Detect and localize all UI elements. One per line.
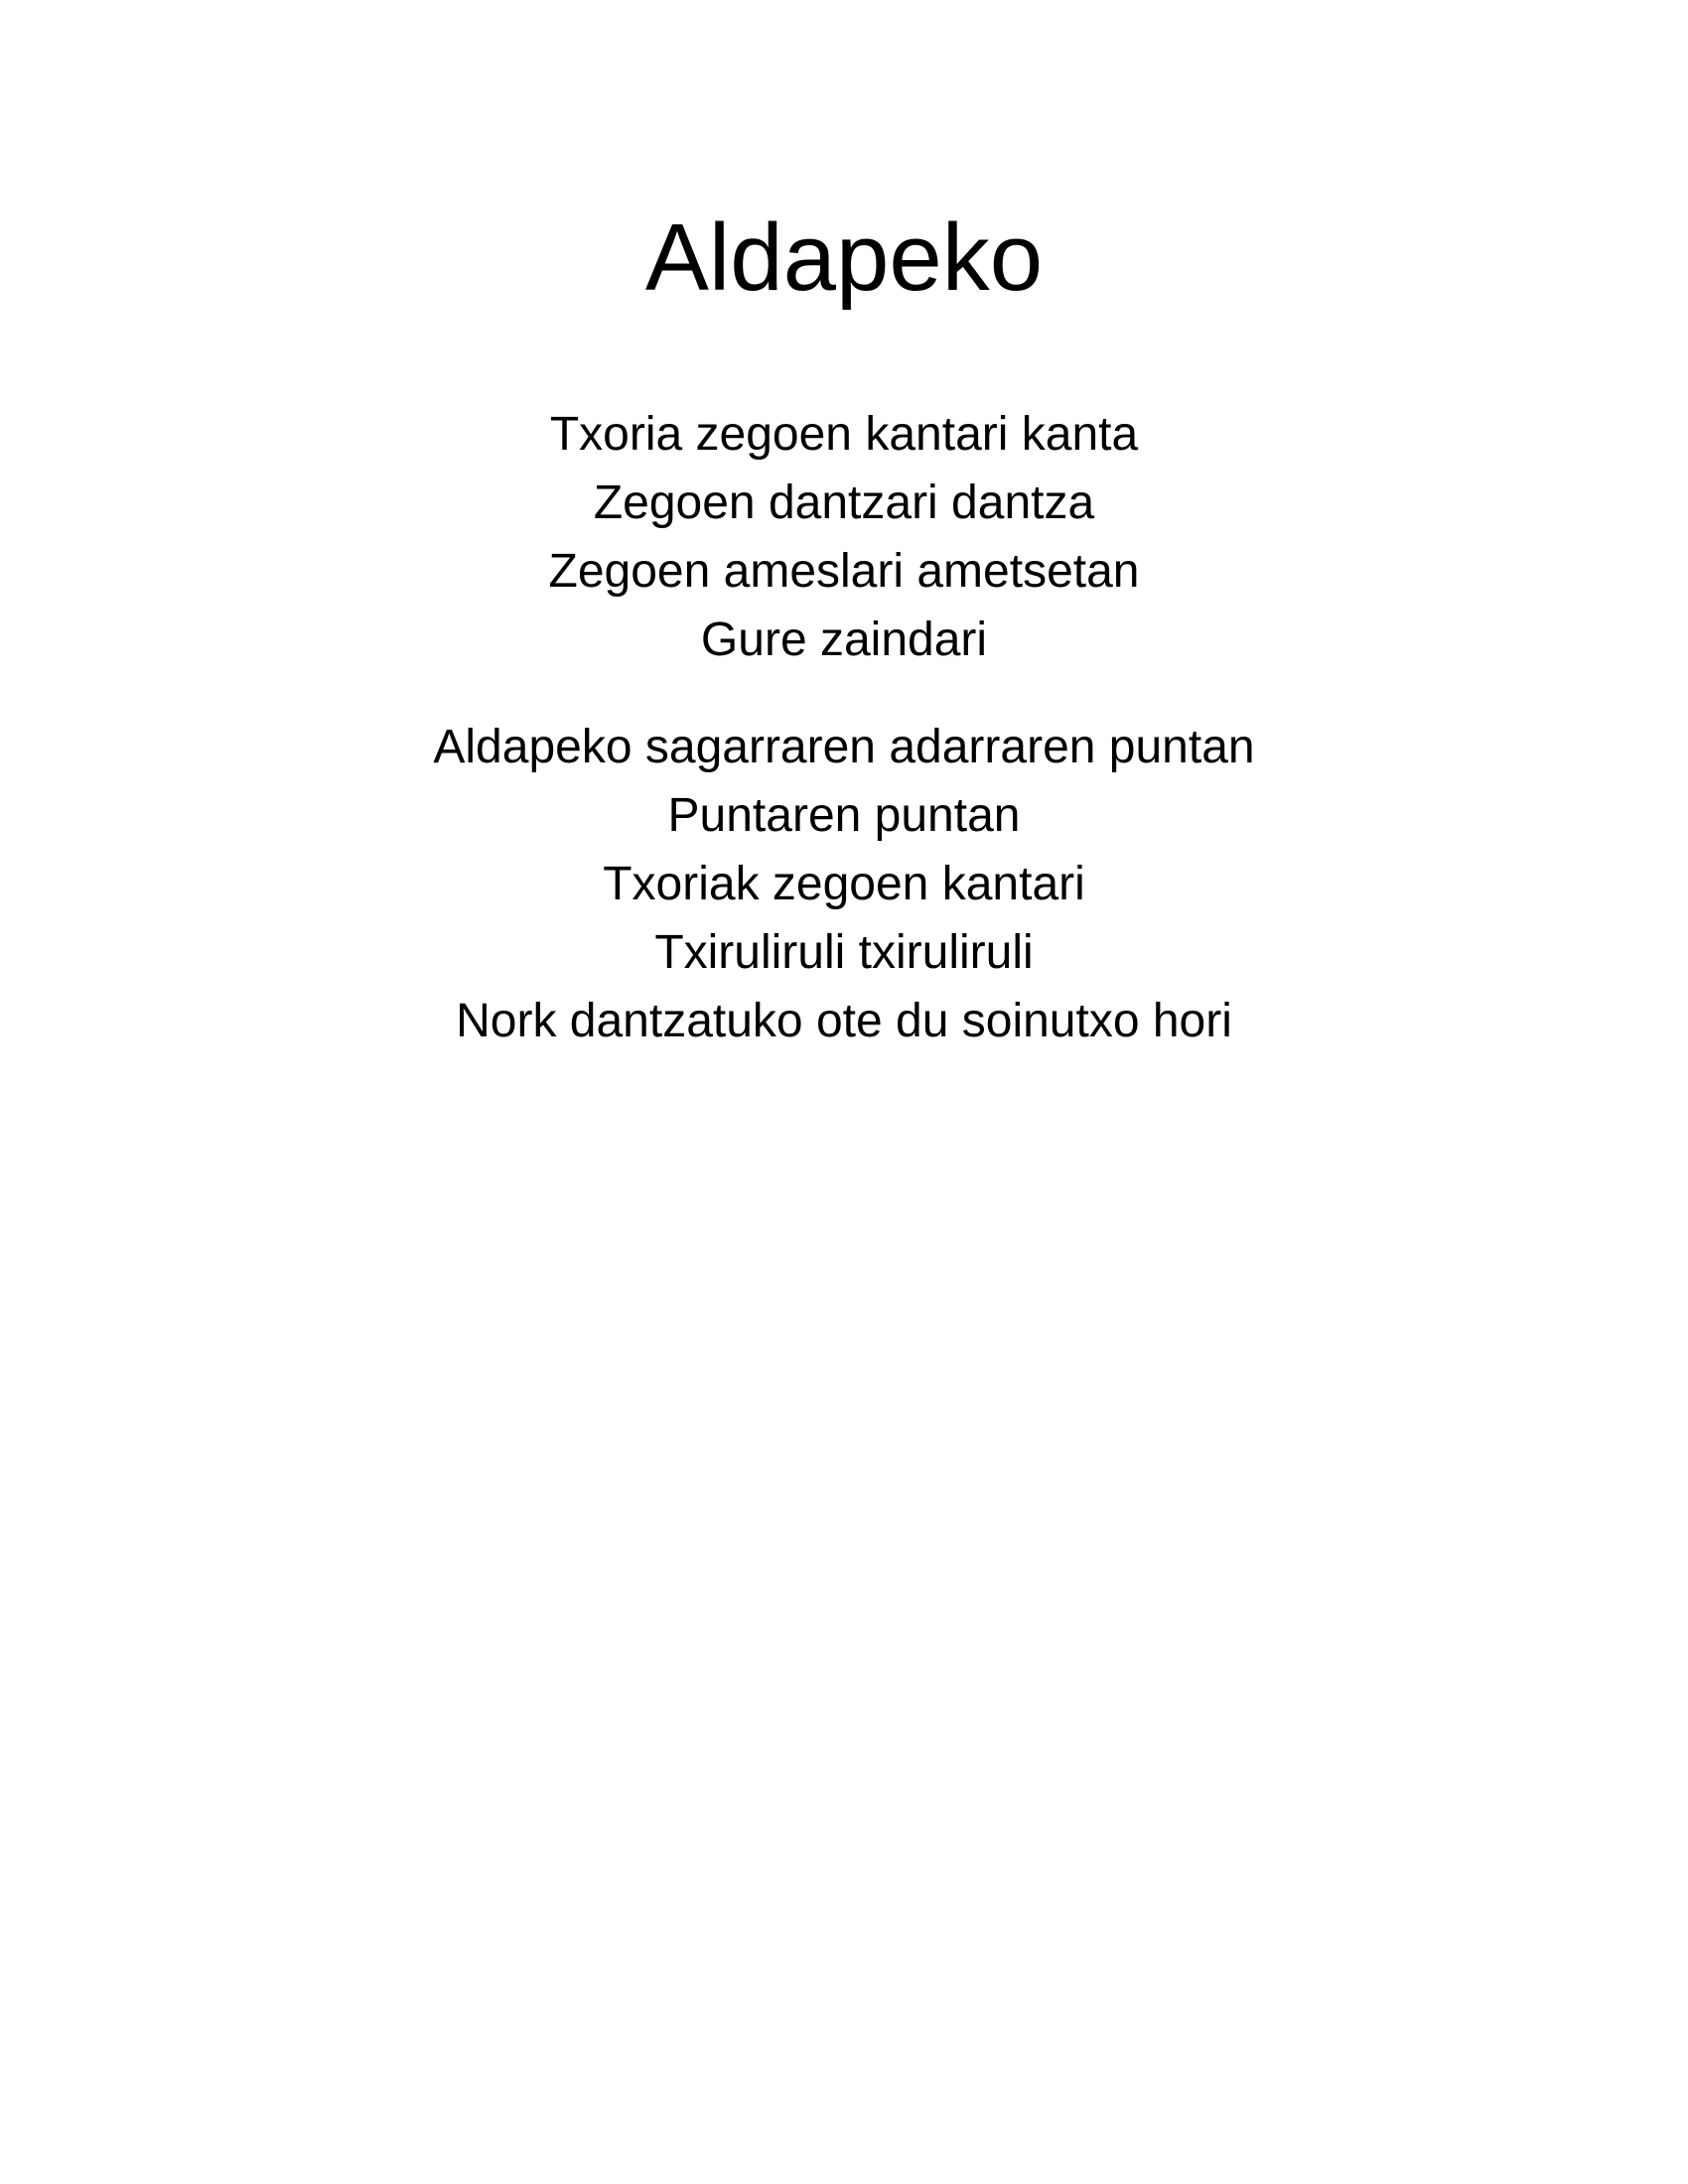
stanza-2 [0, 713, 1688, 1055]
lyric-line: Txiruliruli txiruliruli [654, 926, 1034, 979]
lyric-line: Zegoen dantzari dantza [593, 477, 1095, 529]
lyric-line: Nork dantzatuko ote du soinutxo hori [456, 995, 1232, 1047]
lyric-line: Puntaren puntan [667, 789, 1021, 842]
song-title: Aldapeko [644, 205, 1044, 311]
lyric-line: Txoria zegoen kantari kanta [549, 408, 1139, 461]
lyric-line: Aldapeko sagarraren adarraren puntan [433, 721, 1255, 773]
stanza-1 [0, 400, 1688, 674]
lyric-line: Txoriak zegoen kantari [603, 858, 1085, 910]
lyric-line: Gure zaindari [700, 614, 988, 666]
lyric-line: Zegoen ameslari ametsetan [548, 545, 1140, 598]
